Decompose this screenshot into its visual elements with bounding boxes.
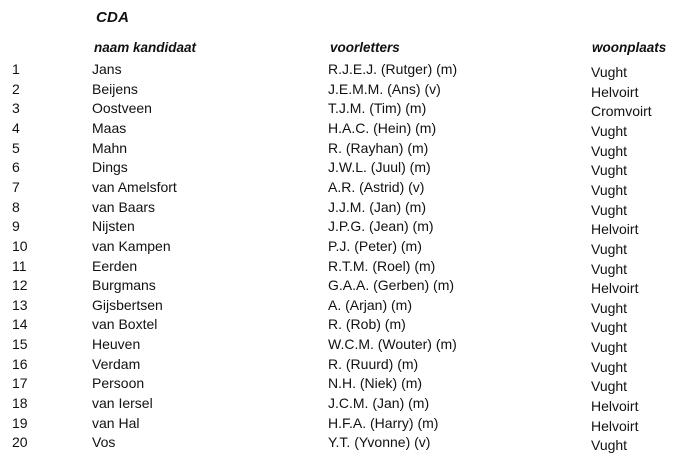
candidate-name: Maas	[92, 119, 127, 136]
table-row	[0, 395, 688, 415]
candidate-place: Vught	[591, 181, 628, 198]
table-row	[0, 258, 688, 278]
candidate-name: Vos	[92, 434, 116, 451]
table-row	[0, 179, 688, 199]
candidate-number: 20	[12, 434, 28, 451]
candidate-place: Helvoirt	[591, 398, 639, 415]
candidate-name: van Kampen	[92, 237, 171, 254]
header-initials: voorletters	[330, 40, 400, 55]
candidate-place: Vught	[591, 240, 628, 257]
candidate-initials: R. (Rob) (m)	[328, 316, 406, 333]
candidate-name: Beijens	[92, 80, 138, 97]
table-row	[0, 120, 688, 140]
candidate-number: 7	[12, 178, 20, 195]
table-row	[0, 277, 688, 297]
candidate-initials: A. (Arjan) (m)	[328, 296, 412, 313]
candidate-initials: J.P.G. (Jean) (m)	[328, 218, 434, 235]
candidate-place: Vught	[591, 64, 628, 80]
candidate-place: Vught	[591, 319, 628, 336]
candidate-initials: H.F.A. (Harry) (m)	[328, 414, 439, 431]
table-row	[0, 61, 688, 81]
candidate-initials: T.J.M. (Tim) (m)	[328, 100, 427, 117]
candidate-number: 4	[12, 119, 20, 136]
candidate-initials: R.J.E.J. (Rutger) (m)	[328, 61, 458, 77]
candidate-name: Oostveen	[92, 100, 152, 117]
party-title: CDA	[96, 9, 130, 26]
candidate-name: Heuven	[92, 336, 141, 353]
table-row	[0, 140, 688, 160]
candidate-place: Vught	[591, 358, 628, 375]
candidate-place: Vught	[591, 142, 628, 159]
table-row	[0, 434, 688, 454]
candidate-number: 1	[12, 61, 20, 77]
table-row	[0, 159, 688, 179]
candidate-number: 9	[12, 218, 20, 235]
table-row	[0, 297, 688, 317]
candidate-name: Burgmans	[92, 277, 156, 294]
candidate-place: Cromvoirt	[591, 103, 652, 120]
candidate-number: 6	[12, 159, 20, 176]
candidate-name: Verdam	[92, 355, 141, 372]
candidate-initials: J.C.M. (Jan) (m)	[328, 395, 430, 412]
candidate-place: Vught	[591, 437, 628, 454]
candidate-number: 11	[12, 257, 27, 274]
candidate-initials: J.W.L. (Juul) (m)	[328, 159, 431, 176]
candidate-place: Vught	[591, 260, 628, 277]
table-row	[0, 316, 688, 336]
candidate-place: Vught	[591, 201, 628, 218]
candidate-initials: N.H. (Niek) (m)	[328, 375, 423, 392]
candidate-number: 13	[12, 296, 28, 313]
candidate-number: 5	[12, 139, 20, 156]
candidate-place: Helvoirt	[591, 221, 639, 238]
candidate-place: Vught	[591, 299, 628, 316]
table-row	[0, 238, 688, 258]
candidate-name: Jans	[92, 61, 122, 77]
candidate-initials: Y.T. (Yvonne) (v)	[328, 434, 431, 451]
candidate-name: Gijsbertsen	[92, 296, 163, 313]
candidate-initials: A.R. (Astrid) (v)	[328, 178, 425, 195]
candidate-initials: J.E.M.M. (Ans) (v)	[328, 80, 441, 97]
candidate-place: Helvoirt	[591, 280, 639, 297]
candidate-name: van Iersel	[92, 395, 153, 412]
candidate-initials: R. (Ruurd) (m)	[328, 355, 419, 372]
candidate-number: 16	[12, 355, 28, 372]
candidate-number: 8	[12, 198, 20, 215]
candidate-number: 2	[12, 80, 20, 97]
candidate-place: Helvoirt	[591, 417, 639, 434]
candidate-number: 12	[12, 277, 28, 294]
candidate-name: Mahn	[92, 139, 128, 156]
candidate-initials: H.A.C. (Hein) (m)	[328, 119, 437, 136]
table-row	[0, 415, 688, 435]
candidate-initials: R.T.M. (Roel) (m)	[328, 257, 436, 274]
table-row	[0, 81, 688, 101]
candidate-name: Persoon	[92, 375, 145, 392]
table-row	[0, 375, 688, 395]
candidate-place: Vught	[591, 339, 628, 356]
table-row	[0, 100, 688, 120]
table-row	[0, 199, 688, 219]
header-name: naam kandidaat	[94, 40, 197, 55]
candidate-number: 18	[12, 395, 28, 412]
candidate-name: van Boxtel	[92, 316, 158, 333]
candidate-initials: R. (Rayhan) (m)	[328, 139, 429, 156]
candidate-number: 15	[12, 336, 28, 353]
header-place: woonplaats	[592, 40, 667, 55]
candidate-initials: J.J.M. (Jan) (m)	[328, 198, 426, 215]
candidate-number: 3	[12, 100, 20, 117]
candidate-name: Nijsten	[92, 218, 135, 235]
candidate-initials: P.J. (Peter) (m)	[328, 237, 422, 254]
candidate-name: Eerden	[92, 257, 138, 274]
candidate-initials: G.A.A. (Gerben) (m)	[328, 277, 455, 294]
candidate-number: 14	[12, 316, 28, 333]
table-row	[0, 356, 688, 376]
table-row	[0, 218, 688, 238]
candidate-place: Vught	[591, 378, 628, 395]
candidate-name: van Amelsfort	[92, 178, 177, 195]
candidate-name: Dings	[92, 159, 128, 176]
candidate-place: Helvoirt	[591, 83, 639, 100]
candidate-place: Vught	[591, 162, 628, 179]
candidate-name: van Hal	[92, 414, 140, 431]
candidate-number: 19	[12, 414, 28, 431]
candidate-initials: W.C.M. (Wouter) (m)	[328, 336, 457, 353]
candidate-number: 17	[12, 375, 28, 392]
candidate-number: 10	[12, 237, 28, 254]
candidate-place: Vught	[591, 122, 628, 139]
candidate-name: van Baars	[92, 198, 156, 215]
table-row	[0, 336, 688, 356]
